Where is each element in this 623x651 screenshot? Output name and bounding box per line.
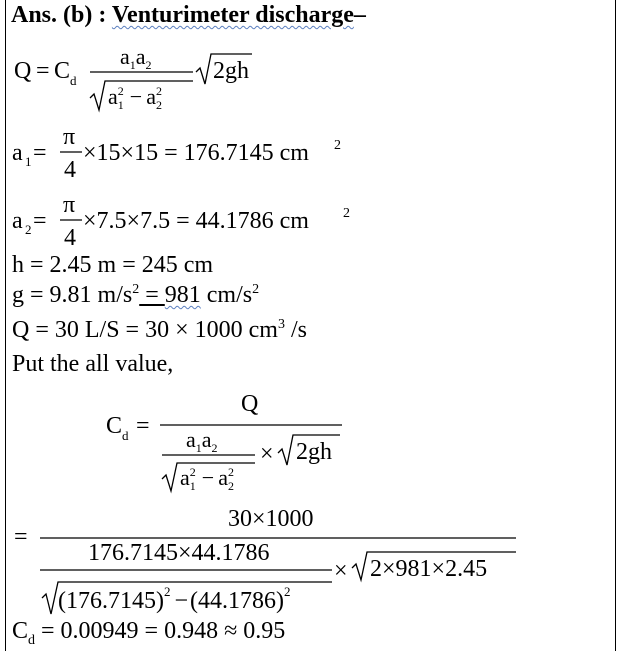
heading-dash: – <box>353 2 366 28</box>
g-equals: = <box>139 282 165 308</box>
g-exponent-2: 2 <box>252 282 260 297</box>
a2-label: a <box>12 208 23 234</box>
subst-inner-denominator: $(176.7145)^2 -(44.1786)^2$ <box>58 584 291 614</box>
subst-minus: − <box>174 588 189 614</box>
q-value-text: Q = 30 L/S = 30 × 1000 cm <box>12 317 278 343</box>
formula-radical-text: 2gh <box>213 58 249 84</box>
answer-heading <box>11 2 366 29</box>
a1-denominator: 4 <box>64 157 76 183</box>
a1-calculation <box>0 122 420 188</box>
a1-pi: π <box>63 124 76 150</box>
a2-denominator: 4 <box>64 225 76 251</box>
cd-lhs: C <box>106 413 123 439</box>
g-unit: cm/s <box>200 282 253 308</box>
subst-equals: = <box>14 524 28 550</box>
a2-equals: = <box>33 208 47 234</box>
cd-times: × <box>260 441 274 467</box>
q-unit: /s <box>284 317 307 343</box>
result-lhs-sub: d <box>28 632 36 648</box>
g-exponent-1: 2 <box>132 282 140 297</box>
cd-formula <box>0 383 400 498</box>
subst-numerator: 30×1000 <box>228 506 314 532</box>
result-line <box>12 618 285 649</box>
g-value-text: g = 9.81 m/s <box>12 282 133 308</box>
q-exponent: 3 <box>277 317 285 332</box>
h-line: h = 2.45 m = 245 cm <box>12 252 214 278</box>
heading-title: Venturimeter discharge <box>111 2 354 28</box>
formula-numerator: $a_1a_2$ <box>120 44 152 72</box>
substitution-formula <box>0 500 560 622</box>
a2-exponent: 2 <box>343 206 350 221</box>
a2-expression: ×7.5×7.5 = 44.1786 cm <box>83 208 309 234</box>
put-values-line: Put the all value, <box>12 351 174 377</box>
subst-den-a: (176.7145) <box>58 588 164 614</box>
formula-coef-sub: d <box>70 73 77 88</box>
g-line <box>12 282 259 309</box>
cd-radical-text: 2gh <box>296 439 332 465</box>
a1-equals: = <box>33 140 47 166</box>
cd-inner-numerator: $a_1a_2$ <box>186 427 218 455</box>
q-line <box>12 317 307 344</box>
a2-pi: π <box>63 192 76 218</box>
answer-label: Ans. (b) : <box>11 2 112 28</box>
g-converted-value: 981 <box>164 282 201 308</box>
cd-numerator: Q <box>241 391 259 417</box>
cd-inner-denominator: $a_12 - a_22$ <box>180 465 234 493</box>
cd-equals: = <box>136 413 150 439</box>
formula-denominator: $a_12 - a_22$ <box>108 84 162 112</box>
subst-times: × <box>334 558 348 584</box>
a2-label-sub: 2 <box>25 222 32 237</box>
cd-lhs-sub: d <box>122 428 129 443</box>
a1-label: a <box>12 140 23 166</box>
a1-expression: ×15×15 = 176.7145 cm <box>83 140 309 166</box>
formula-q-lhs: Q <box>14 58 32 84</box>
result-value: = 0.00949 = 0.948 ≈ 0.95 <box>35 618 286 644</box>
formula-coef: C <box>54 58 71 84</box>
formula-equals: = <box>36 58 50 84</box>
discharge-formula <box>0 34 300 116</box>
subst-inner-numerator: 176.7145×44.1786 <box>88 540 270 566</box>
a1-label-sub: 1 <box>25 154 32 169</box>
a2-calculation <box>0 190 420 256</box>
a1-exponent: 2 <box>334 138 341 153</box>
result-lhs: C <box>12 618 29 644</box>
subst-den-b: (44.1786) <box>190 588 285 614</box>
subst-radical-text: 2×981×2.45 <box>370 556 488 582</box>
